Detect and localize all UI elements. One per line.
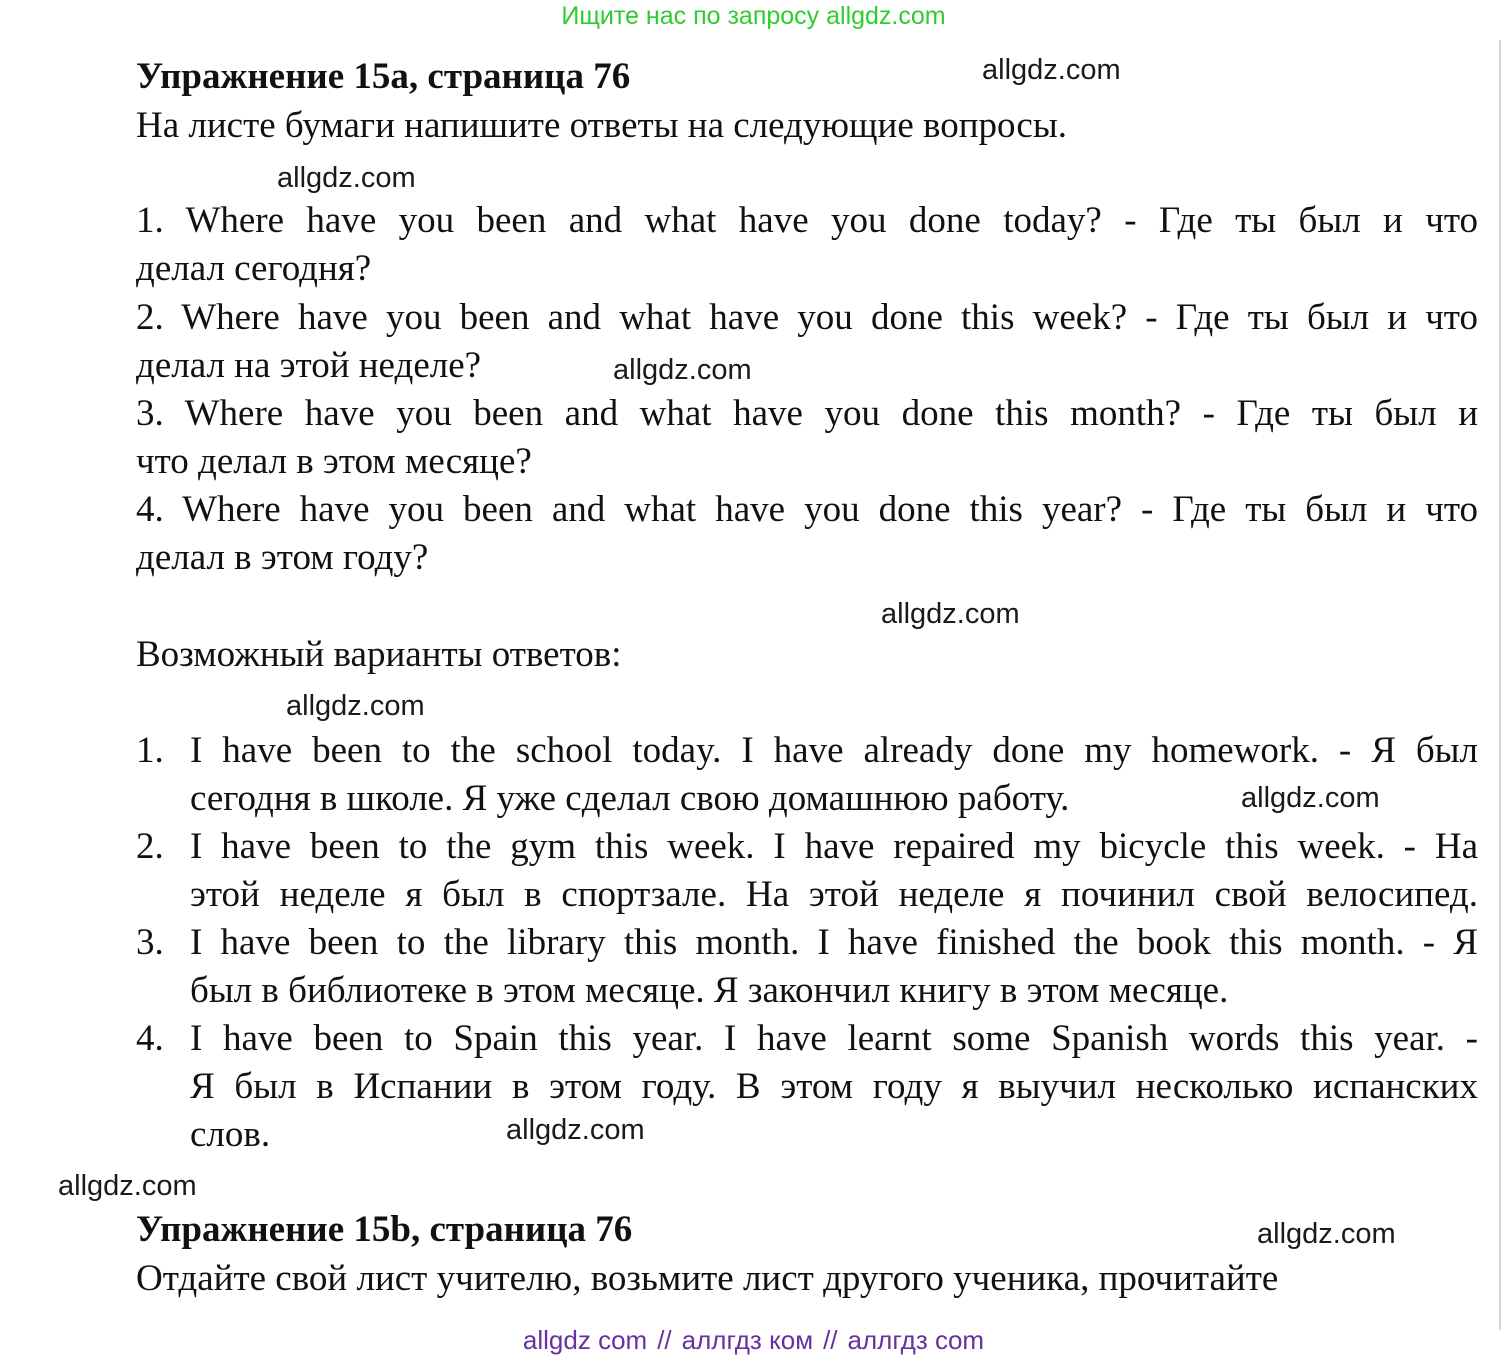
watermark: allgdz.com (881, 598, 1020, 630)
watermark: allgdz.com (286, 690, 425, 722)
answer-4-line-1: I have been to Spain this year. I have learnt some Spanish words this year. - (190, 1018, 1478, 1059)
answer-3-number: 3. (136, 922, 164, 963)
exercise-15a-heading: Упражнение 15a, страница 76 (136, 56, 631, 97)
footer-separator: // (823, 1325, 838, 1355)
answer-1-line-1: I have been to the school today. I have already done my homework. - Я был (190, 730, 1478, 771)
footer-link-allgdz-mixed[interactable]: аллгдз com (847, 1325, 985, 1355)
answer-1-number: 1. (136, 730, 164, 771)
question-4-line-2: делал в этом году? (136, 537, 429, 578)
watermark: allgdz.com (982, 54, 1121, 86)
footer (0, 1325, 1507, 1356)
exercise-15a-instruction: На листе бумаги напишите ответы на следующие вопросы. (136, 105, 1067, 146)
question-1-line-2: делал сегодня? (136, 248, 372, 289)
question-2-line-2: делал на этой неделе? (136, 345, 482, 386)
answer-4-number: 4. (136, 1018, 164, 1059)
watermark: allgdz.com (277, 162, 416, 194)
answer-3-line-1: I have been to the library this month. I have finished the book this month. - Я (190, 922, 1478, 963)
answer-3-line-2: был в библиотеке в этом месяце. Я закончил книгу в этом месяце. (190, 970, 1229, 1011)
question-1-line-1: 1. Where have you been and what have you done today? - Где ты был и что (136, 200, 1478, 241)
answer-4-line-3: слов. (190, 1114, 271, 1155)
footer-link-allgdz[interactable]: allgdz com (522, 1325, 648, 1355)
question-3-line-1: 3. Where have you been and what have you done this month? - Где ты был и (136, 393, 1478, 434)
top-banner: Ищите нас по запросу allgdz.com (561, 2, 946, 30)
watermark: allgdz.com (613, 354, 752, 386)
question-4-line-1: 4. Where have you been and what have you done this year? - Где ты был и что (136, 489, 1478, 530)
answer-2-number: 2. (136, 826, 164, 867)
watermark: allgdz.com (1257, 1218, 1396, 1250)
page-edge-rule (1499, 40, 1501, 1330)
watermark: allgdz.com (506, 1114, 645, 1146)
question-2-line-1: 2. Where have you been and what have you done this week? - Где ты был и что (136, 297, 1478, 338)
watermark: allgdz.com (58, 1170, 197, 1202)
question-3-line-2: что делал в этом месяце? (136, 441, 532, 482)
watermark: allgdz.com (1241, 782, 1380, 814)
footer-separator: // (657, 1325, 672, 1355)
exercise-15b-heading: Упражнение 15b, страница 76 (136, 1209, 633, 1250)
footer-link-allgdz-cyrillic[interactable]: аллгдз ком (681, 1325, 814, 1355)
answer-2-line-2: этой неделе я был в спортзале. На этой неделе я починил свой велосипед. (190, 874, 1478, 915)
answer-2-line-1: I have been to the gym this week. I have repaired my bicycle this week. - На (190, 826, 1478, 867)
answers-label: Возможный варианты ответов: (136, 634, 622, 675)
answer-4-line-2: Я был в Испании в этом году. В этом году я выучил несколько испанских (190, 1066, 1478, 1107)
exercise-15b-instruction: Отдайте свой лист учителю, возьмите лист другого ученика, прочитайте (136, 1258, 1279, 1299)
answer-1-line-2: сегодня в школе. Я уже сделал свою домашнюю работу. (190, 778, 1070, 819)
